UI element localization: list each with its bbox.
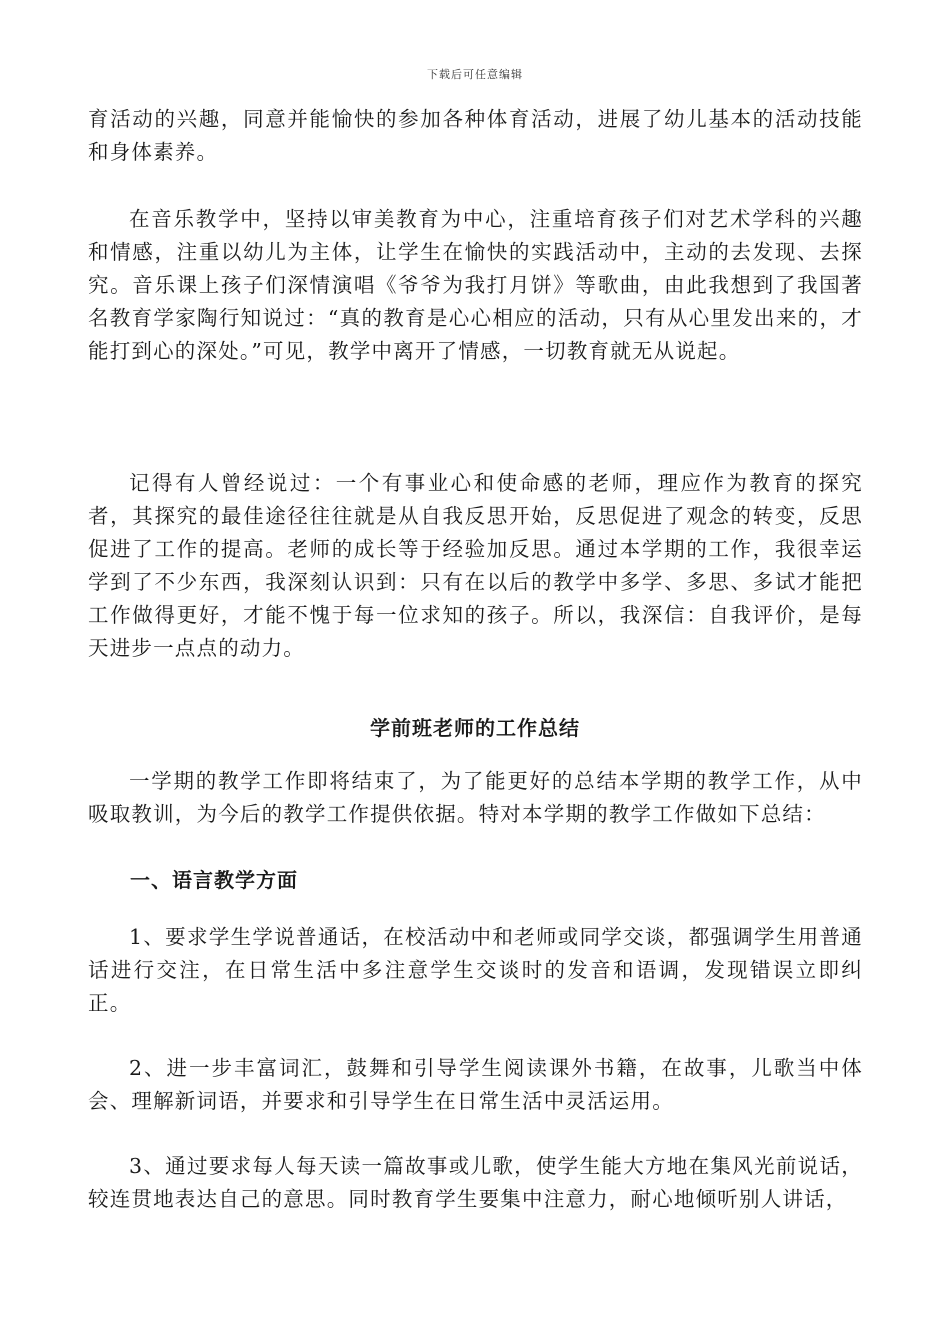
paragraph-reflection: 记得有人曾经说过：一个有事业心和使命感的老师，理应作为教育的探究者，其探究的最佳途径往往就是从自我反思开始，反思促进了观念的转变，反思促进了工作的提高。老师的成长等于经验加反思。通过本学期的工作，我很幸运学到了不少东西，我深刻认识到：只有在以后的教学中多学、多思、多试才能把工作做得更好，才能不愧于每一位求知的孩子。所以，我深信：自我评价，是每天进步一点点的动力。 [88,471,863,660]
list-item-1: 1、要求学生学说普通话，在校活动中和老师或同学交谈，都强调学生用普通话进行交注，在日常生活中多注意学生交谈时的发音和语调，发现错误立即纠正。 [88,925,863,1015]
list-item-2: 2、进一步丰富词汇，鼓舞和引导学生阅读课外书籍，在故事，儿歌当中体会、理解新词语，并要求和引导学生在日常生活中灵活运用。 [88,1056,863,1113]
paragraph-continuation: 育活动的兴趣，同意并能愉快的参加各种体育活动，进展了幼儿基本的活动技能和身体素养。 [88,107,863,164]
paragraph-music-teaching: 在音乐教学中，坚持以审美教育为中心，注重培育孩子们对艺术学科的兴趣和情感，注重以幼儿为主体，让学生在愉快的实践活动中，主动的去发现、去探究。音乐课上孩子们深情演唱《爷爷为我打月饼》等歌曲，由此我想到了我国著名教育学家陶行知说过：“真的教育是心心相应的活动，只有从心里发出来的，才能打到心的深处。”可见，教学中离开了情感，一切教育就无从说起。 [88,207,863,363]
page-header-note: 下载后可任意编辑 [427,68,523,81]
subsection-title-language: 一、语言教学方面 [130,868,298,892]
list-item-3: 3、通过要求每人每天读一篇故事或儿歌，使学生能大方地在集风光前说话，较连贯地表达自己的意思。同时教育学生要集中注意力，耐心地倾听别人讲话， [88,1154,863,1211]
section-title: 学前班老师的工作总结 [370,716,580,740]
paragraph-intro: 一学期的教学工作即将结束了，为了能更好的总结本学期的教学工作，从中吸取教训，为今后的教学工作提供依据。特对本学期的教学工作做如下总结： [88,769,863,826]
